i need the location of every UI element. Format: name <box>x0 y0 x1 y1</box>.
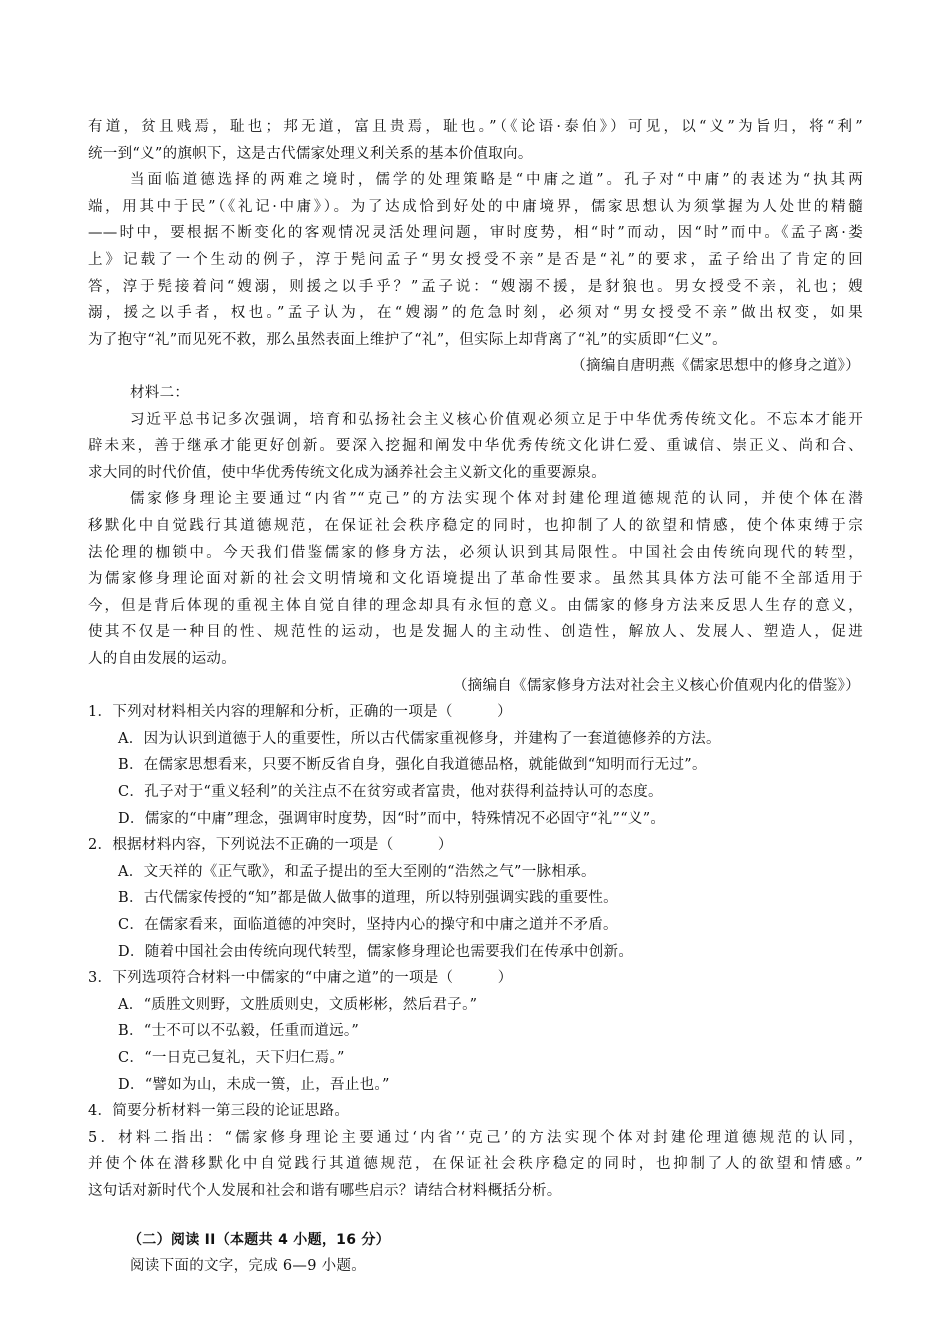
section-label: 阅读下面的文字，完成 6—9 小题。 <box>130 1258 367 1274</box>
paragraph-line: 有道，贫且贱焉，耻也；邦无道，富且贵焉，耻也。”（《论语·泰伯》）可见，以“义”为旨归，将“利” <box>88 119 863 135</box>
paragraph-line: 移默化中自觉践行其道德规范，在保证社会秩序稳定的同时，也抑制了人的欲望和情感，使个体束缚于宗 <box>88 518 863 534</box>
answer-option: B．在儒家思想看来，只要不断反省自身，强化自我道德品格，就能做到“知明而行无过”。 <box>118 757 707 773</box>
source-citation: （摘编自唐明燕《儒家思想中的修身之道》） <box>571 358 860 374</box>
answer-option: A．因为认识到道德于人的重要性，所以古代儒家重视修身，并建构了一套道德修养的方法。 <box>118 731 721 747</box>
answer-option: B．“士不可以不弘毅，任重而道远。” <box>118 1023 360 1039</box>
paragraph-line: 为儒家修身理论面对新的社会文明情境和文化语境提出了革命性要求。虽然其具体方法可能不全部适用于 <box>88 571 863 587</box>
paragraph-line: 答，淳于髡接着问“嫂溺，则援之以手乎？”孟子说：“嫂溺不援，是豺狼也。男女授受不亲，礼也；嫂 <box>88 279 863 295</box>
source-citation: （摘编自《儒家修身方法对社会主义核心价值观内化的借鉴》） <box>452 678 860 694</box>
answer-option: D．儒家的“中庸”理念，强调审时度势，因“时”而中，特殊情况不必固守“礼”“义”。 <box>118 811 666 827</box>
section-heading: （二）阅读 II（本题共 4 小题，16 分） <box>128 1232 391 1248</box>
paragraph-line: 儒家修身理论主要通过“内省”“克己”的方法实现个体对封建伦理道德规范的认同，并使个体在潜 <box>130 491 863 507</box>
answer-option: D．“譬如为山，未成一篑，止，吾止也。” <box>118 1077 390 1093</box>
paragraph-line: 今，但是背后体现的重视主体自觉自律的理念却具有永恒的意义。由儒家的修身方法来反思人生存的意义， <box>88 598 863 614</box>
answer-option: D．随着中国社会由传统向现代转型，儒家修身理论也需要我们在传承中创新。 <box>118 944 634 960</box>
question-line: 这句话对新时代个人发展和社会和谐有哪些启示？请结合材料概括分析。 <box>88 1183 562 1199</box>
paragraph-line: 辟未来，善于继承才能更好创新。要深入挖掘和阐发中华优秀传统文化讲仁爱、重诚信、崇正义、尚和合、 <box>88 438 863 454</box>
question-line: 并使个体在潜移默化中自觉践行其道德规范，在保证社会秩序稳定的同时，也抑制了人的欲望和情感。” <box>88 1156 863 1172</box>
answer-option: C．孔子对于“重义轻利”的关注点不在贫穷或者富贵，他对获得利益持认可的态度。 <box>118 784 663 800</box>
paragraph-line: 求大同的时代价值，使中华优秀传统文化成为涵养社会主义新文化的重要源泉。 <box>88 465 606 481</box>
paragraph-line: 为了抱守“礼”而见死不救，那么虽然表面上维护了“礼”，但实际上却背离了“礼”的实质即“仁义”。 <box>88 332 727 348</box>
question-stem: 3．下列选项符合材料一中儒家的“中庸之道”的一项是（ ） <box>88 970 513 986</box>
paragraph-line: 使其不仅是一种目的性、规范性的运动，也是发掘人的主动性、创造性，解放人、发展人、塑造人，促进 <box>88 624 863 640</box>
question-stem: 4．简要分析材料一第三段的论证思路。 <box>88 1103 350 1119</box>
paragraph-line: 习近平总书记多次强调，培育和弘扬社会主义核心价值观必须立足于中华优秀传统文化。不忘本才能开 <box>130 412 863 428</box>
paragraph-line: 当面临道德选择的两难之境时，儒学的处理策略是“中庸之道”。孔子对“中庸”的表述为“执其两 <box>130 172 863 188</box>
paragraph-line: 统一到“义”的旗帜下，这是古代儒家处理义利关系的基本价值取向。 <box>88 146 533 162</box>
answer-option: A．“质胜文则野，文胜质则史，文质彬彬，然后君子。” <box>118 997 478 1013</box>
question-stem: 2．根据材料内容，下列说法不正确的一项是（ ） <box>88 837 453 853</box>
answer-option: B．古代儒家传授的“知”都是做人做事的道理，所以特别强调实践的重要性。 <box>118 890 618 906</box>
answer-option: A．文天祥的《正气歌》，和孟子提出的至大至刚的“浩然之气”一脉相承。 <box>118 864 596 880</box>
paragraph-line: 上》记载了一个生动的例子，淳于髡问孟子“男女授受不亲”是否是“礼”的要求，孟子给出了肯定的回 <box>88 252 863 268</box>
paragraph-line: ——时中，要根据不断变化的客观情况灵活处理问题，审时度势，相“时”而动，因“时”而中。《孟子离·娄 <box>88 225 863 241</box>
paragraph-line: 人的自由发展的运动。 <box>88 651 236 667</box>
paragraph-line: 法伦理的枷锁中。今天我们借鉴儒家的修身方法，必须认识到其局限性。中国社会由传统向现代的转型， <box>88 545 863 561</box>
question-stem: 1．下列对材料相关内容的理解和分析，正确的一项是（ ） <box>88 704 512 720</box>
answer-option: C．“一日克己复礼，天下归仁焉。” <box>118 1050 345 1066</box>
question-line: 5．材料二指出：“儒家修身理论主要通过‘内省’‘克己’的方法实现个体对封建伦理道德规范的认同， <box>88 1130 863 1146</box>
section-label: 材料二： <box>130 385 190 401</box>
answer-option: C．在儒家看来，面临道德的冲突时，坚持内心的操守和中庸之道并不矛盾。 <box>118 917 618 933</box>
paragraph-line: 溺，援之以手者，权也。”孟子认为，在“嫂溺”的危急时刻，必须对“男女授受不亲”做出权变，如果 <box>88 305 863 321</box>
paragraph-line: 端，用其中于民”（《礼记·中庸》）。为了达成恰到好处的中庸境界，儒家思想认为须掌握为人处世的精髓 <box>88 199 863 215</box>
